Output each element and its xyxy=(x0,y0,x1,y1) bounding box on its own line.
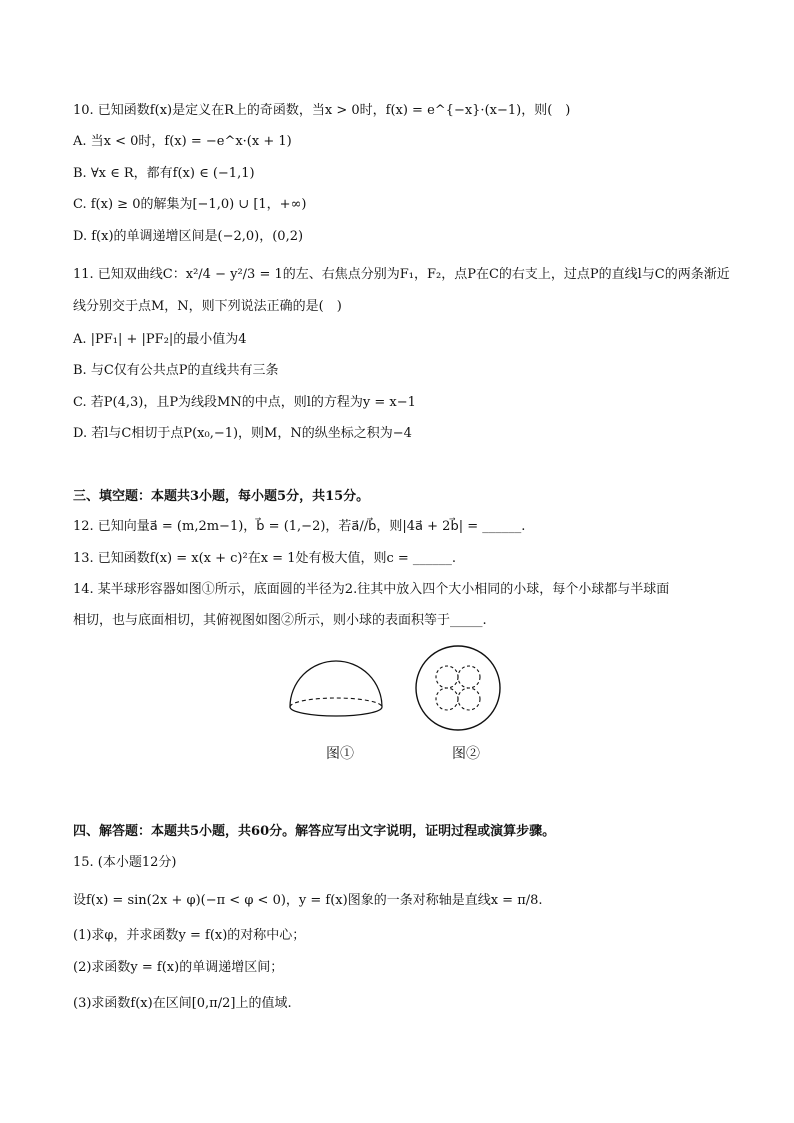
question-15-part-2: (2)求函数y = f(x)的单调递增区间； xyxy=(73,960,284,975)
question-11-option-b: B. 与C仅有公共点P的直线共有三条 xyxy=(73,363,279,378)
question-11-option-a: A. |PF₁| + |PF₂|的最小值为4 xyxy=(73,332,247,347)
question-11-stem-line1: 11. 已知双曲线C：x²/4 − y²/3 = 1的左、右焦点分别为F₁，F₂，点P在C的右支上，过点P的直线l与C的两条渐近 xyxy=(73,267,730,282)
question-12: 12. 已知向量a⃗ = (m,2m−1)，b⃗ = (1,−2)，若a⃗//b⃗，则|4a⃗ + 2b⃗| = ______. xyxy=(73,519,526,534)
question-10-option-b: B. ∀x ∈ R，都有f(x) ∈ (−1,1) xyxy=(73,166,255,181)
question-10-option-c: C. f(x) ≥ 0的解集为[−1,0) ∪ [1，+∞) xyxy=(73,197,307,212)
question-15-part-1: (1)求φ，并求函数y = f(x)的对称中心； xyxy=(73,928,306,943)
question-14-line1: 14. 某半球形容器如图①所示，底面圆的半径为2.往其中放入四个大小相同的小球，每个小球都与半球面 xyxy=(73,582,670,597)
question-14-figures xyxy=(280,645,520,775)
question-11-stem-line2: 线分别交于点M，N，则下列说法正确的是( ) xyxy=(73,299,342,314)
question-10-option-d: D. f(x)的单调递增区间是(−2,0)，(0,2) xyxy=(73,229,304,244)
question-10-option-a: A. 当x < 0时，f(x) = −e^x·(x + 1) xyxy=(73,134,292,149)
section-4-heading: 四、解答题：本题共5小题，共60分。解答应写出文字说明，证明过程或演算步骤。 xyxy=(73,824,556,839)
question-15-stem: 设f(x) = sin(2x + φ)(−π < φ < 0)，y = f(x)图象的一条对称轴是直线x = π/8. xyxy=(73,893,543,908)
question-11-option-d: D. 若l与C相切于点P(x₀,−1)，则M，N的纵坐标之积为−4 xyxy=(73,426,412,441)
question-15-header: 15. (本小题12分) xyxy=(73,855,177,870)
section-3-heading: 三、填空题：本题共3小题，每小题5分，共15分。 xyxy=(73,489,370,504)
question-11-option-c: C. 若P(4,3)，且P为线段MN的中点，则l的方程为y = x−1 xyxy=(73,395,416,410)
question-13: 13. 已知函数f(x) = x(x + c)²在x = 1处有极大值，则c = ______. xyxy=(73,551,457,566)
hemisphere-figure xyxy=(280,645,520,745)
question-14-line2: 相切，也与底面相切，其俯视图如图②所示，则小球的表面积等于_____. xyxy=(73,613,487,628)
question-10-stem: 10. 已知函数f(x)是定义在R上的奇函数，当x > 0时，f(x) = e^{−x}·(x−1)，则( ) xyxy=(73,103,571,118)
figure-1-label: 图① xyxy=(326,746,354,762)
question-15-part-3: (3)求函数f(x)在区间[0,π/2]上的值域. xyxy=(73,996,292,1011)
figure-2-label: 图② xyxy=(452,746,480,762)
